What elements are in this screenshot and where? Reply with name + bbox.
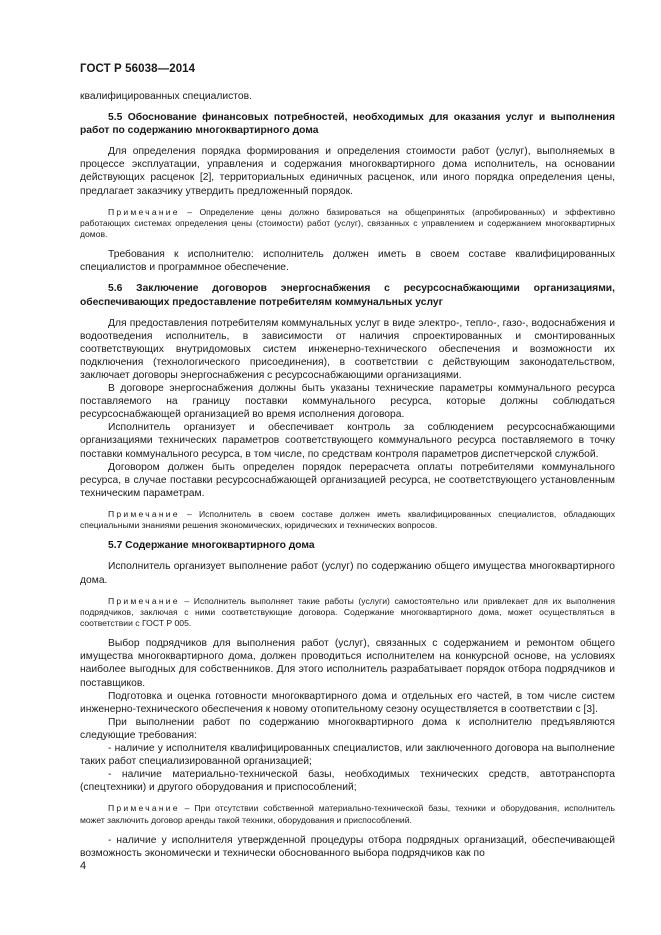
paragraph: При выполнении работ по содержанию многоквартирного дома к исполнителю предъявляются следующие требования: (80, 716, 615, 741)
section-heading-5-7: 5.7 Содержание многоквартирного дома (108, 540, 315, 552)
document-body (80, 90, 615, 860)
note (80, 596, 615, 630)
note-label: Примечание (108, 595, 180, 606)
list-item: - наличие у исполнителя квалифицированных специалистов, или заключенного договора на выполнение таких работ специализированной организацией; (80, 743, 615, 768)
note-label: Примечание (108, 206, 180, 217)
paragraph: Исполнитель организует и обеспечивает контроль за соблюдением ресурсоснабжающими организациями технических параметров соответствующего коммунального ресурса поставляемого в точку поставки коммунального ресурса, в том числе, по средствам контроля параметров диспетчерской службой. (80, 422, 615, 460)
list-item: - наличие материально-технической базы, необходимых технических средств, автотранспорта (спецтехники) и другого оборудования и приспособлений; (80, 769, 615, 794)
note-text: – При отсутствии собственной материально-технической базы, техники и оборудования, исполнитель может заключить договор аренды такой техники, оборудования и приспособлений. (80, 803, 615, 825)
body-text-line: квалифицированных специалистов. (80, 91, 252, 102)
note (80, 207, 615, 241)
paragraph: Требования к исполнителю: исполнитель должен иметь в своем составе квалифицированных специалистов и программное обеспечение. (80, 249, 615, 274)
paragraph: Для предоставления потребителям коммунальных услуг в виде электро-, тепло-, газо-, водоснабжения и водоотведения исполнитель, в зависимости от наличия спроектированных и смонтированных соответствующих внутридомовых систем инженерно-технического обеспечения и возможности их подключения (технологического присоединения), в соответствии с действующим законодательством, заключает договоры энергоснабжения с ресурсоснабжающими организациями. (80, 317, 615, 382)
list-item: - наличие у исполнителя утвержденной процедуры отбора подрядных организаций, обеспечивающей возможность экономически и технически обоснованного выбора подрядчиков как по (80, 834, 615, 859)
note-text: – Определение цены должно базироваться на общепринятых (апробированных) и эффективно работающих системах определения цены (стоимости) работ (услуг), связанных с управлением и содержанием многоквартирных домов. (80, 206, 615, 240)
standard-header: ГОСТ Р 56038—2014 (80, 63, 196, 75)
paragraph: Для определения порядка формирования и определения стоимости работ (услуг), выполняемых в процессе эксплуатации, управления и содержания многоквартирного дома исполнитель, на основании действующих расценок [2], территориальных единичных расценок, или иного порядка определения цены, предлагает заказчику утвердить предложенный порядок. (80, 146, 615, 197)
paragraph: Выбор подрядчиков для выполнения работ (услуг), связанных с содержанием и ремонтом общего имущества многоквартирного дома, должен проводиться исполнителем на конкурсной основе, на условиях наиболее выгодных для собственников. Для этого исполнитель разрабатывает порядок отбора подрядчиков и поставщиков. (80, 638, 615, 689)
note-label: Примечание (108, 508, 180, 519)
section-heading-5-5: 5.5 Обоснование финансовых потребностей, необходимых для оказания услуг и выполнения работ по содержанию многоквартирного дома (80, 112, 615, 137)
note-label: Примечание (108, 803, 180, 814)
note-text: – Исполнитель в своем составе должен иметь квалифицированных специалистов, обладающих специальными знаниями решения экономических, юридических и технических вопросов. (80, 508, 615, 531)
section-heading-5-6: 5.6 Заключение договоров энергоснабжения с ресурсоснабжающими организациями, обеспечивающих предоставление потребителям коммунальных услуг (80, 283, 615, 308)
paragraph: В договоре энергоснабжения должны быть указаны технические параметры коммунального ресурса поставляемого на границу поставки коммунального ресурса, которые должны соблюдаться ресурсоснабжающей организацией во время исполнения договора. (80, 383, 615, 421)
note (80, 509, 615, 531)
paragraph: Подготовка и оценка готовности многоквартирного дома и отдельных его частей, в том числе систем инженерно-технического обеспечения к новому отопительному сезону осуществляется в соответствии с [3]. (80, 690, 615, 715)
paragraph: Договором должен быть определен порядок перерасчета оплаты потребителями коммунального ресурса, в случае поставки ресурсоснабжающей организацией ресурса, не соответствующего установленным техническим параметрам. (80, 461, 615, 499)
note (80, 803, 615, 825)
note-text: – Исполнитель выполняет такие работы (услуги) самостоятельно или привлекает для их выполнения подрядчиков, заключая с ними соответствующие договора. Содержание многоквартирного дома, может осуществляться в соответствии с ГОСТ Р 005. (80, 595, 615, 629)
page-number: 4 (80, 860, 87, 872)
paragraph: Исполнитель организует выполнение работ (услуг) по содержанию общего имущества многоквартирного дома. (80, 561, 615, 586)
